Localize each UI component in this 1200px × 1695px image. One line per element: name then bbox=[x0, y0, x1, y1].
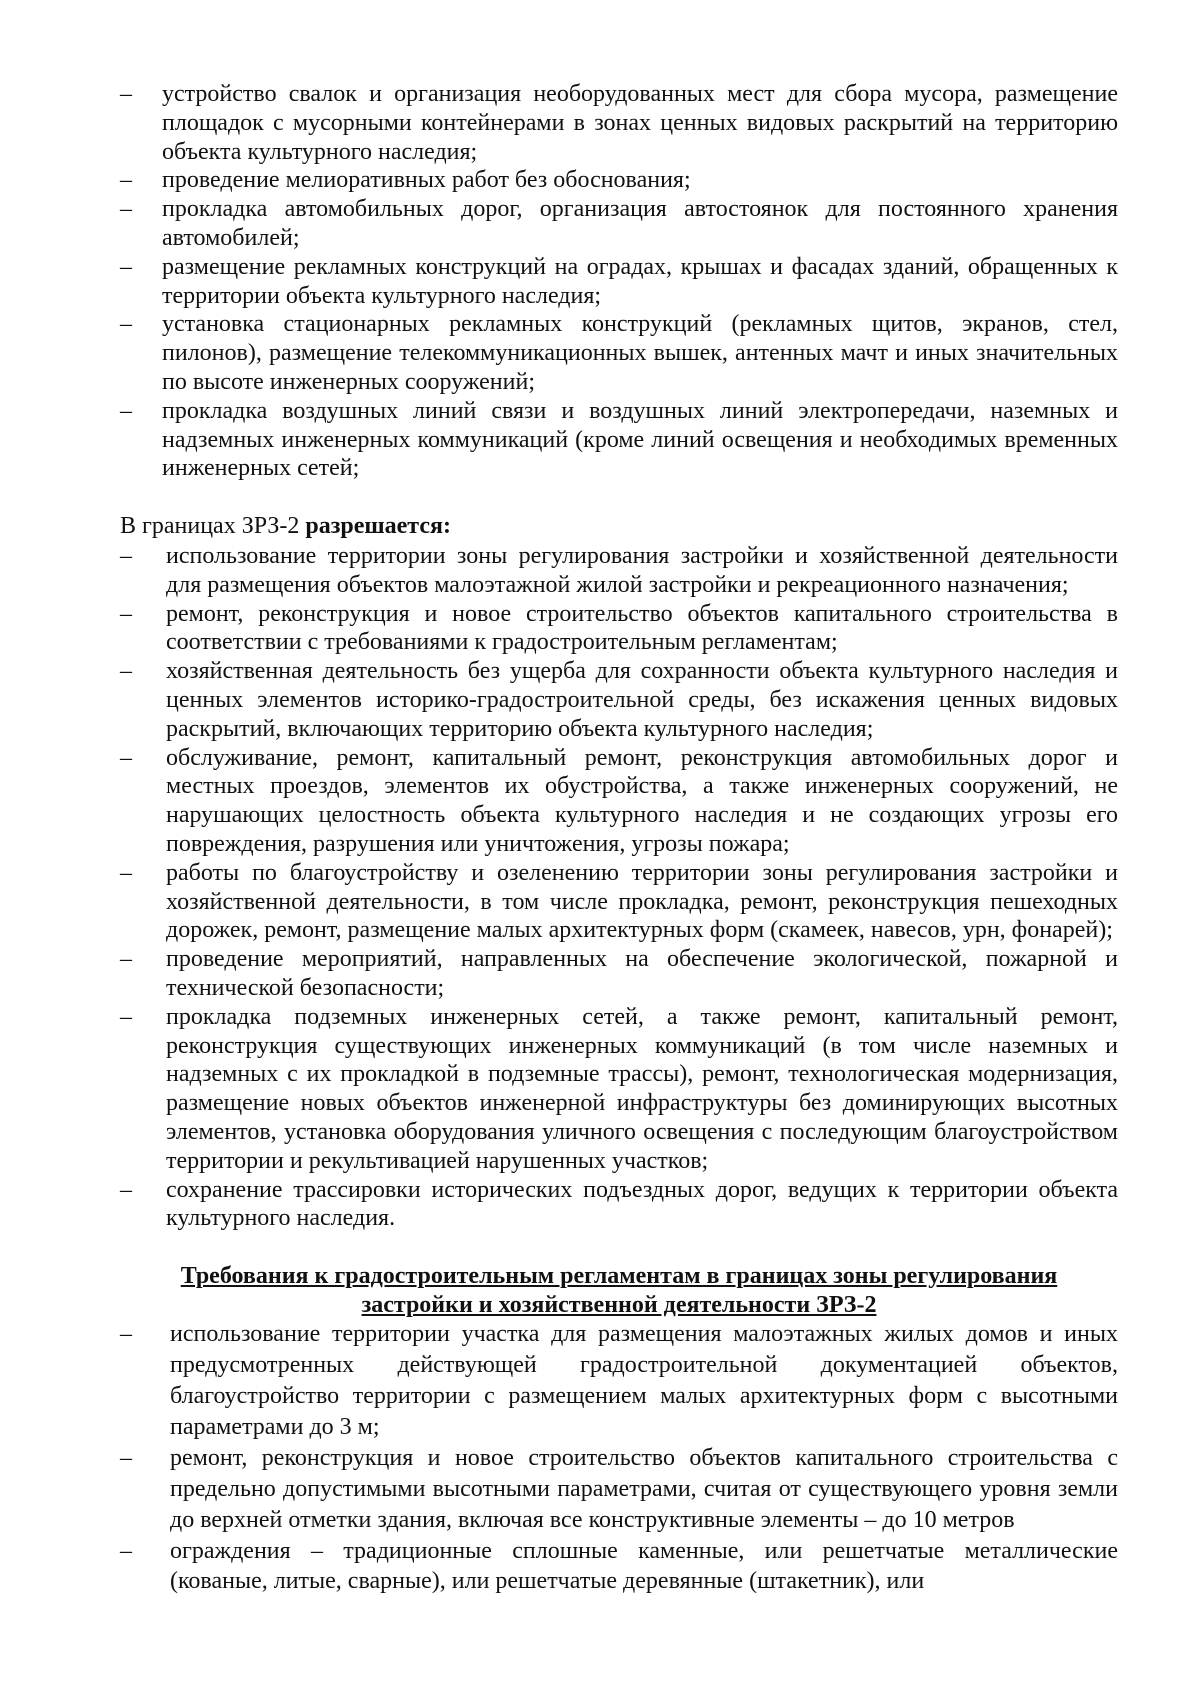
list-item: – проведение мелиоративных работ без обоснования; bbox=[120, 166, 1118, 195]
list-item: – прокладка автомобильных дорог, организация автостоянок для постоянного хранения автомобилей; bbox=[120, 195, 1118, 253]
allowed-heading-prefix: В границах ЗРЗ-2 bbox=[120, 513, 306, 539]
allowed-heading-bold: разрешается: bbox=[305, 513, 451, 539]
prohibited-list bbox=[120, 80, 1118, 483]
list-item: – ремонт, реконструкция и новое строительство объектов капитального строительства в соответствии с требованиями к градостроительным регламентам; bbox=[120, 600, 1118, 658]
list-item: – прокладка подземных инженерных сетей, а также ремонт, капитальный ремонт, реконструкция существующих инженерных коммуникаций (в том числе наземных и надземных с их прокладкой в подземные трассы), ремонт, технологическая модернизация, размещение новых объектов инженерной инфраструктуры без доминирующих высотных элементов, установка оборудования уличного освещения с последующим благоустройством территории и рекультивацией нарушенных участков; bbox=[120, 1003, 1118, 1176]
list-item: – проведение мероприятий, направленных на обеспечение экологической, пожарной и технической безопасности; bbox=[120, 945, 1118, 1003]
list-item: – сохранение трассировки исторических подъездных дорог, ведущих к территории объекта культурного наследия. bbox=[120, 1176, 1118, 1234]
allowed-list bbox=[120, 542, 1118, 1233]
allowed-heading bbox=[120, 512, 451, 540]
requirements-title bbox=[120, 1262, 1118, 1320]
list-item: – установка стационарных рекламных конструкций (рекламных щитов, экранов, стел, пилонов), размещение телекоммуникационных вышек, антенных мачт и иных значительных по высоте инженерных сооружений; bbox=[120, 310, 1118, 396]
list-item: – хозяйственная деятельность без ущерба для сохранности объекта культурного наследия и ценных элементов историко-градостроительной среды, без искажения ценных видовых раскрытий, включающих территорию объекта культурного наследия; bbox=[120, 657, 1118, 743]
list-item: – ограждения – традиционные сплошные каменные, или решетчатые металлические (кованые, литые, сварные), или решетчатые деревянные (штакетник), или bbox=[120, 1536, 1118, 1596]
list-item: – ремонт, реконструкция и новое строительство объектов капитального строительства с предельно допустимыми высотными параметрами, считая от существующего уровня земли до верхней отметки здания, включая все конструктивные элементы – до 10 метров bbox=[120, 1443, 1118, 1536]
requirements-title-line2: застройки и хозяйственной деятельности ЗРЗ-2 bbox=[361, 1292, 877, 1318]
list-item: – обслуживание, ремонт, капитальный ремонт, реконструкция автомобильных дорог и местных проездов, элементов их обустройства, а также инженерных сооружений, не нарушающих целостность объекта культурного наследия и не создающих угрозы его повреждения, разрушения или уничтожения, угрозы пожара; bbox=[120, 744, 1118, 859]
list-item: – работы по благоустройству и озеленению территории зоны регулирования застройки и хозяйственной деятельности, в том числе прокладка, ремонт, реконструкция пешеходных дорожек, ремонт, размещение малых архитектурных форм (скамеек, навесов, урн, фонарей); bbox=[120, 859, 1118, 945]
requirements-list bbox=[120, 1319, 1118, 1596]
requirements-title-line1: Требования к градостроительным регламентам в границах зоны регулирования bbox=[180, 1263, 1058, 1289]
list-item: – устройство свалок и организация необорудованных мест для сбора мусора, размещение площадок с мусорными контейнерами в зонах ценных видовых раскрытий на территорию объекта культурного наследия; bbox=[120, 80, 1118, 166]
list-item: – использование территории зоны регулирования застройки и хозяйственной деятельности для размещения объектов малоэтажной жилой застройки и рекреационного назначения; bbox=[120, 542, 1118, 600]
list-item: – размещение рекламных конструкций на оградах, крышах и фасадах зданий, обращенных к территории объекта культурного наследия; bbox=[120, 253, 1118, 311]
list-item: – прокладка воздушных линий связи и воздушных линий электропередачи, наземных и надземных инженерных коммуникаций (кроме линий освещения и необходимых временных инженерных сетей; bbox=[120, 397, 1118, 483]
list-item: – использование территории участка для размещения малоэтажных жилых домов и иных предусмотренных действующей градостроительной документацией объектов, благоустройство территории с размещением малых архитектурных форм с высотными параметрами до 3 м; bbox=[120, 1319, 1118, 1443]
